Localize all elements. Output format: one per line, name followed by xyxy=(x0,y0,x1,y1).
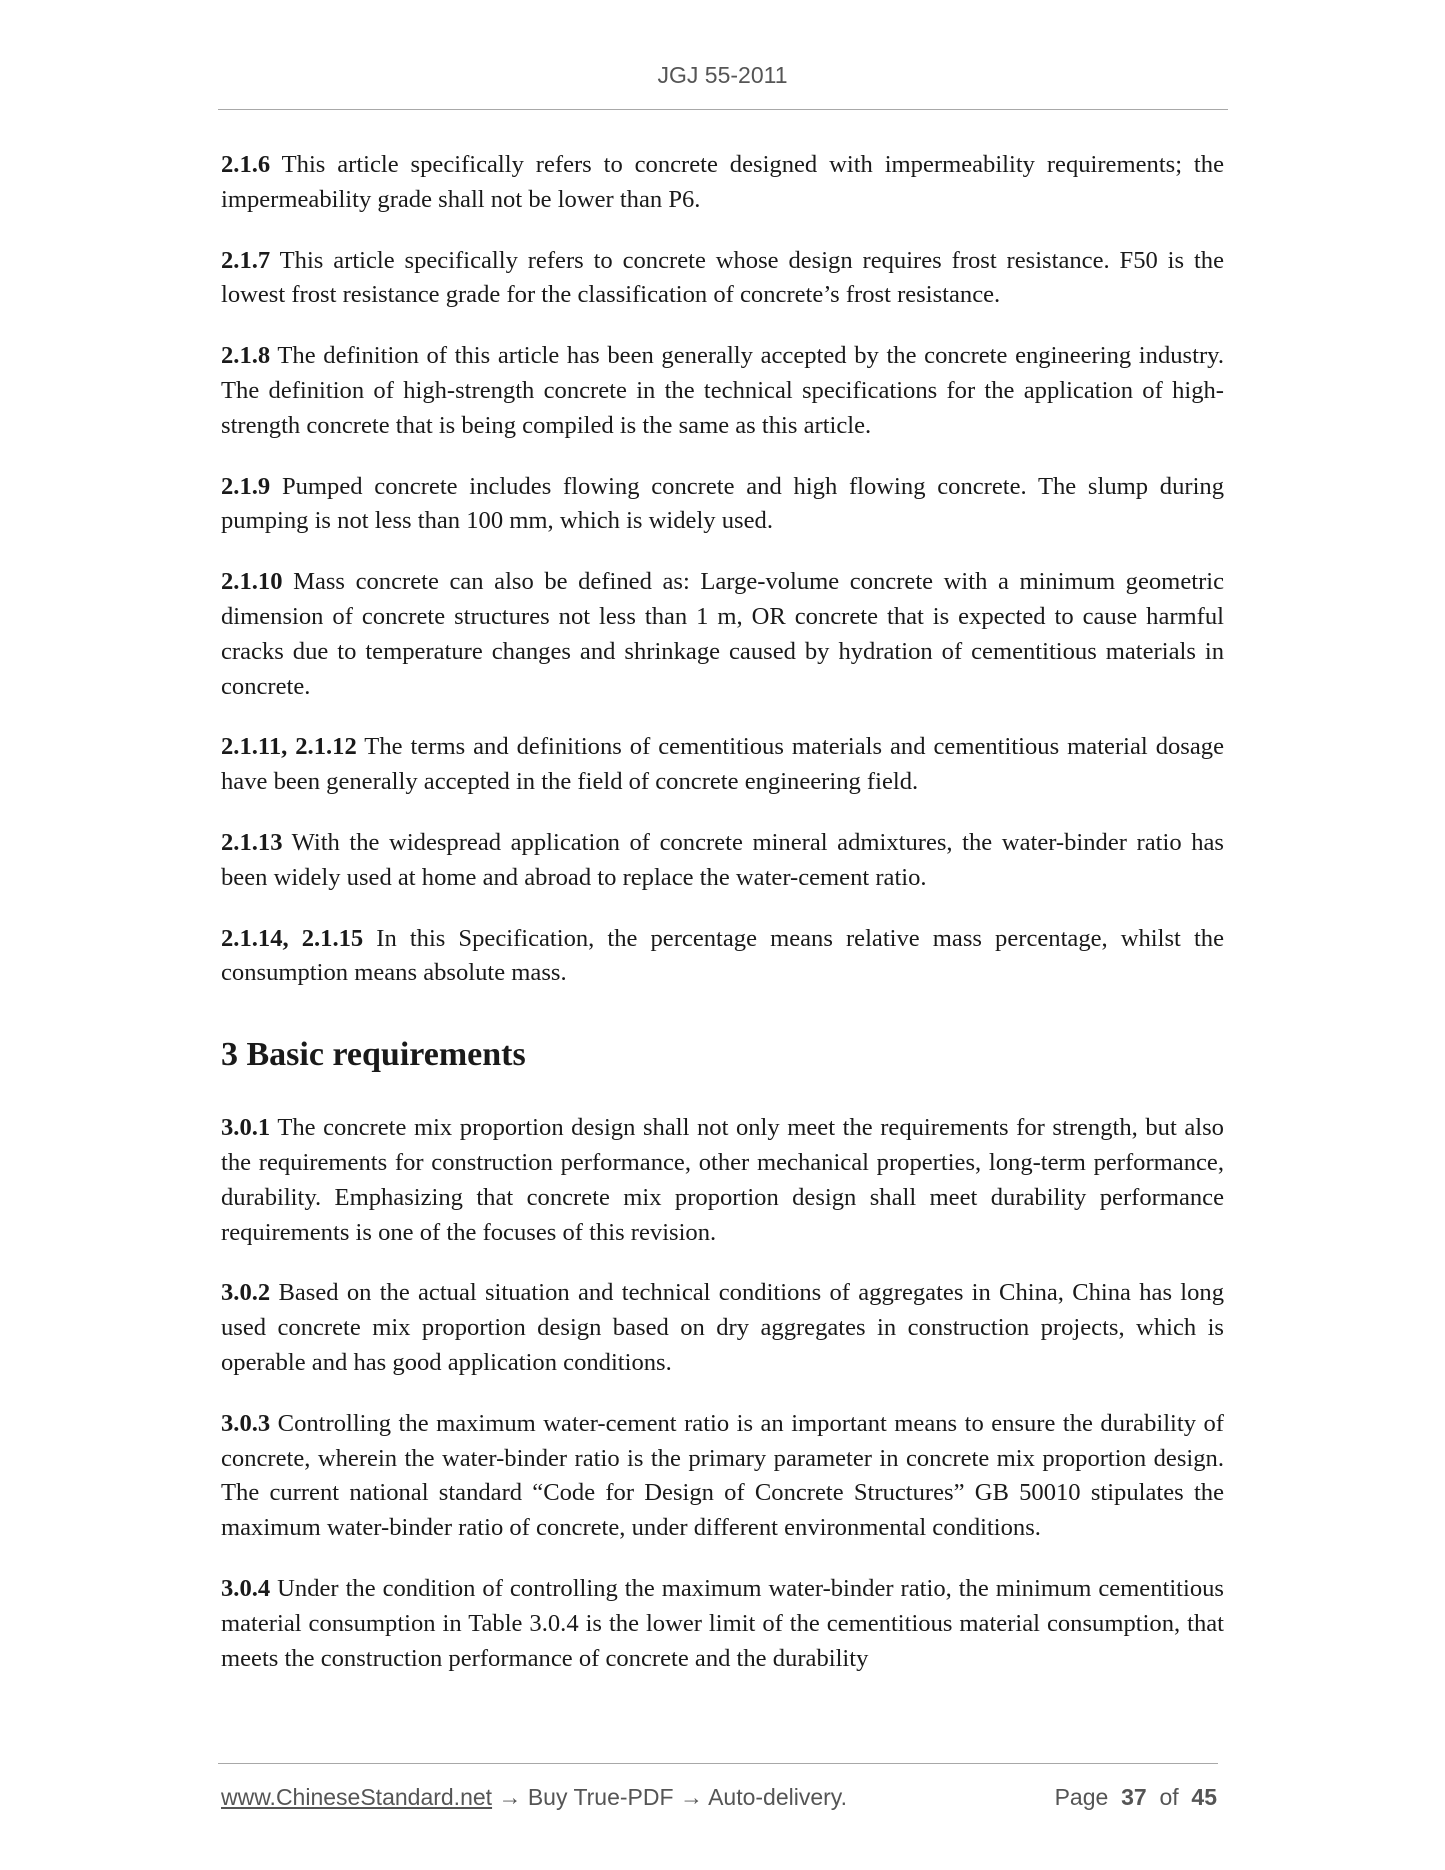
footer-promo xyxy=(221,1784,847,1811)
site-link[interactable]: www.ChineseStandard.net xyxy=(221,1784,493,1810)
clause-number: 2.1.9 xyxy=(221,472,271,500)
clause-text: Based on the actual situation and technical conditions of aggregates in China, China has long used concrete mix proportion design based on dry aggregates in construction projects, which is operable and has good application conditions. xyxy=(221,1279,1225,1376)
clause-number: 2.1.14, 2.1.15 xyxy=(221,924,364,952)
arrow-icon: → xyxy=(679,1784,703,1810)
clause-number: 2.1.13 xyxy=(221,828,283,856)
clause-paragraph xyxy=(221,244,1224,314)
delivery-text: Auto-delivery. xyxy=(708,1784,847,1810)
clause-text: Controlling the maximum water-cement ratio is an important means to ensure the durability of concrete, wherein the water-binder ratio is the primary parameter in concrete mix proportion design. The current national standard “Code for Design of Concrete Structures” GB 50010 stipulates the maximum water-binder ratio of concrete, under different environmental conditions. xyxy=(221,1409,1224,1542)
clause-number: 3.0.3 xyxy=(221,1409,271,1437)
clause-number: 2.1.10 xyxy=(221,568,283,596)
footer-divider xyxy=(218,1763,1218,1764)
clause-text: The concrete mix proportion design shall not only meet the requirements for strength, but also the requirements for construction performance, other mechanical properties, long-term performance, durability. Emphasizing that concrete mix proportion design shall meet durability performance requirements is one of the focuses of this revision. xyxy=(221,1114,1224,1246)
clause-number: 2.1.8 xyxy=(221,342,271,370)
page-of: of xyxy=(1159,1784,1179,1810)
clause-text: This article specifically refers to concrete designed with impermeability requirements; the impermeability grade shall not be lower than P6. xyxy=(221,151,1224,213)
clause-paragraph xyxy=(221,1111,1224,1250)
page-content xyxy=(221,148,1224,1702)
header-divider xyxy=(218,109,1228,110)
clause-number: 2.1.7 xyxy=(221,246,271,274)
clause-paragraph xyxy=(221,1407,1224,1546)
page-indicator xyxy=(1055,1784,1217,1811)
header-doc-code: JGJ 55-2011 xyxy=(657,62,788,88)
clause-text: In this Specification, the percentage means relative mass percentage, whilst the consumption means absolute mass. xyxy=(221,924,1224,987)
clause-paragraph xyxy=(221,1276,1224,1380)
clause-number: 2.1.6 xyxy=(221,151,271,178)
clause-text: Pumped concrete includes flowing concrete and high flowing concrete. The slump during pumping is not less than 100 mm, which is widely used. xyxy=(221,472,1224,535)
buy-text: Buy True-PDF xyxy=(527,1784,674,1810)
arrow-icon: → xyxy=(498,1784,522,1810)
clause-number: 3.0.1 xyxy=(221,1114,271,1142)
clause-paragraph xyxy=(221,730,1224,800)
clause-paragraph xyxy=(221,1572,1224,1676)
clause-number: 3.0.4 xyxy=(221,1574,271,1602)
page-current: 37 xyxy=(1121,1784,1147,1810)
page-label: Page xyxy=(1054,1784,1109,1810)
clause-number: 3.0.2 xyxy=(221,1279,271,1307)
clause-text: With the widespread application of concrete mineral admixtures, the water-binder ratio has been widely used at home and abroad to replace the water-cement ratio. xyxy=(221,828,1224,891)
page-total: 45 xyxy=(1191,1784,1217,1810)
clause-paragraph xyxy=(221,826,1224,896)
clause-paragraph xyxy=(221,565,1224,704)
clause-text: Mass concrete can also be defined as: Large-volume concrete with a minimum geometric dimension of concrete structures not less than 1 m, OR concrete that is expected to cause harmful cracks due to temperature changes and shrinkage caused by hydration of cementitious materials in concrete. xyxy=(221,568,1225,700)
clause-text: Under the condition of controlling the maximum water-binder ratio, the minimum cementitious material consumption in Table 3.0.4 is the lower limit of the cementitious material consumption, that meets the construction performance of concrete and the durability xyxy=(221,1574,1224,1672)
clause-paragraph xyxy=(221,470,1224,540)
clause-paragraph xyxy=(221,922,1224,992)
clause-paragraph xyxy=(221,148,1224,218)
clause-text: The terms and definitions of cementitious materials and cementitious material dosage have been generally accepted in the field of concrete engineering field. xyxy=(221,733,1224,796)
section-heading: 3 Basic requirements xyxy=(221,1036,526,1074)
clause-text: The definition of this article has been generally accepted by the concrete engineering industry. The definition of high-strength concrete in the technical specifications for the application of high-strength concrete that is being compiled is the same as this article. xyxy=(221,342,1224,439)
clause-paragraph xyxy=(221,339,1224,443)
clause-text: This article specifically refers to concrete whose design requires frost resistance. F50 is the lowest frost resistance grade for the classification of concrete’s frost resistance. xyxy=(221,246,1224,309)
clause-number: 2.1.11, 2.1.12 xyxy=(221,733,357,761)
